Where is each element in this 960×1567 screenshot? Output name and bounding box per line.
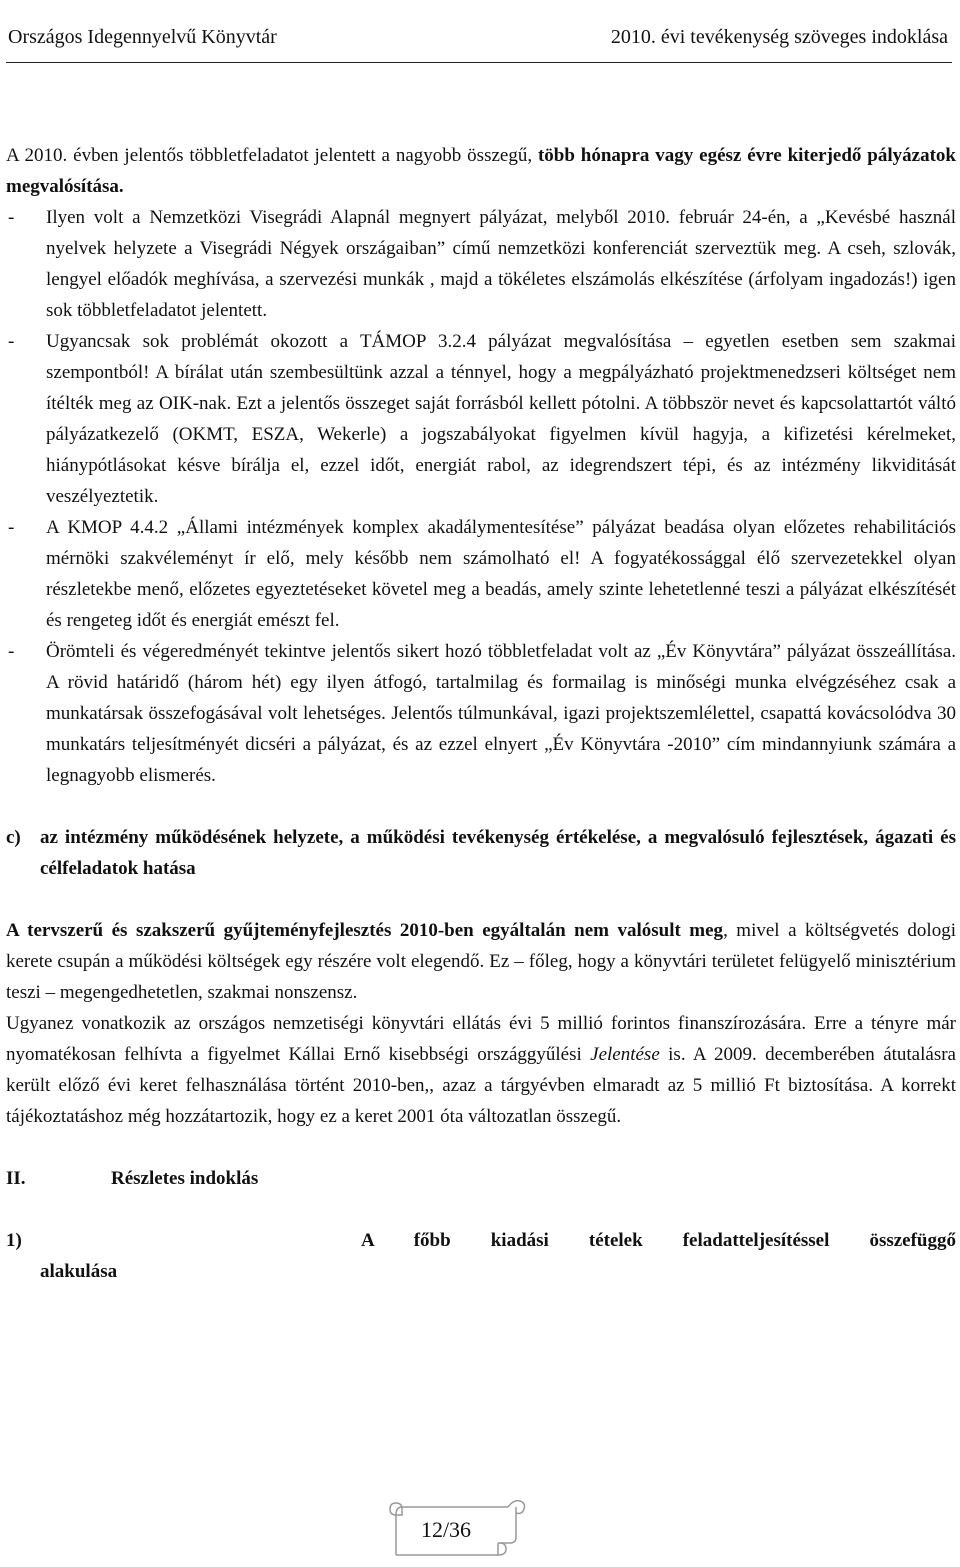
intro-paragraph — [6, 140, 956, 202]
section-1-number: 1) — [6, 1230, 22, 1251]
bullet-dash: - — [8, 331, 15, 352]
paragraph-collection-development — [6, 915, 956, 1008]
paragraph-text: , mivel a költségvetés dologi kerete csupán a működési költségek egy részére volt elegendő. Ez – főleg, hogy a könyvtári területet felügyelő minisztérium teszi – megengedhetetlen, szakmai nonszensz. — [6, 920, 956, 1003]
section-c-heading — [6, 822, 956, 884]
section-c-title: az intézmény működésének helyzete, a működési tevékenység értékelése, a megvalósuló fejlesztések, ágazati és célfeladatok hatása — [40, 827, 956, 879]
document-body — [6, 140, 956, 1287]
page-number: 12/36 — [420, 1517, 472, 1542]
list-item-text: Ugyancsak sok problémát okozott a TÁMOP 3.2.4 pályázat megvalósítása – egyetlen esetben sem szakmai szempontból! A bírálat után szembesültünk azzal a ténnyel, hogy a megpályázható projektmenedzseri költséget nem ítélték meg az OIK-nak. Ezt a jelentős összeget saját forrásból kellett pótolni. A többször nevet és kapcsolattartót váltó pályázatkezelő (OKMT, ESZA, Wekerle) a jogszabályokat figyelmen kívül hagyja, a kifizetési kérelmeket, hiánypótlásokat késve bírálja el, ezzel időt, energiát rabol, az idegrendszert tépi, és az intézmény likviditását veszélyeztetik. — [46, 331, 956, 507]
section-c-number: c) — [6, 827, 21, 848]
page-footer — [388, 1497, 528, 1559]
section-ii-number: II. — [6, 1168, 26, 1189]
header-document-title: 2010. évi tevékenység szöveges indoklása — [610, 26, 948, 48]
paragraph-italic: Jelentése — [590, 1044, 660, 1065]
bullet-dash: - — [8, 517, 15, 538]
section-ii-heading — [6, 1163, 956, 1194]
bullet-dash: - — [8, 207, 15, 228]
intro-bold-text: több hónapra vagy egész évre kiterjedő pályázatok megvalósítása. — [6, 145, 956, 197]
paragraph-text-after: is. A 2009. decemberében átutalásra került előző évi keret felhasználása történt 2010-ben,, azaz a tárgyévben elmaradt az 5 millió Ft biztosítása. A korrekt tájékoztatáshoz még hozzátartozik, hogy ez a keret 2001 óta változatlan összegű. — [6, 1044, 956, 1127]
header-rule — [6, 62, 952, 63]
list-item-text: A KMOP 4.4.2 „Állami intézmények komplex akadálymentesítése” pályázat beadása olyan előzetes rehabilitációs mérnöki szakvéleményt ír elő, mely később nem számolható el! A fogyatékossággal élő szervezetekkel olyan részletekbe menő, előzetes egyeztetéseket követel meg a beadás, amely szinte lehetetlenné teszi a pályázat elkészítését és rengeteg időt és energiát emészt fel. — [46, 517, 956, 631]
section-1-heading — [6, 1225, 956, 1287]
paragraph-bold-lead: A tervszerű és szakszerű gyűjteményfejlesztés 2010-ben egyáltalán nem valósult meg — [6, 920, 724, 941]
list-item-text: Ilyen volt a Nemzetközi Visegrádi Alapnál megnyert pályázat, melyből 2010. február 24-én, a „Kevésbé használ nyelvek helyzete a Visegrádi Négyek országaiban” című nemzetközi konferenciát szerveztük meg. A cseh, szlovák, lengyel előadók meghívása, a szervezési munkák , majd a tökéletes elszámolás elkészítése (árfolyam ingadozás!) igen sok többletfeladatot jelentett. — [46, 207, 956, 321]
section-1-title-line2: alakulása — [40, 1261, 118, 1282]
section-1-title-line1: A főbb kiadási tételek feladatteljesítéssel összefüggő — [361, 1230, 956, 1251]
list-item — [6, 636, 956, 791]
list-item — [6, 326, 956, 512]
header-institution: Országos Idegennyelvű Könyvtár — [8, 26, 277, 48]
list-item-text: Örömteli és végeredményét tekintve jelentős sikert hozó többletfeladat volt az „Év Könyvtára” pályázat összeállítása. A rövid határidő (három hét) egy ilyen átfogó, tartalmilag és formailag is minőségi munka elvégzéséhez csak a munkatársak összefogásával volt lehetséges. Jelentős túlmunkával, igazi projektszemlélettel, csapattá kovácsolódva 30 munkatárs teljesítményét dicséri a pályázat, és az ezzel elnyert „Év Könyvtára -2010” cím mindannyiunk számára a legnagyobb elismerés. — [46, 641, 956, 786]
section-ii-title: Részletes indoklás — [111, 1168, 259, 1189]
intro-text: A 2010. évben jelentős többletfeladatot jelentett a nagyobb összegű, — [6, 145, 538, 166]
list-item — [6, 512, 956, 636]
bullet-dash: - — [8, 641, 15, 662]
paragraph-minority-funding — [6, 1008, 956, 1132]
page-header — [8, 26, 948, 56]
list-item — [6, 202, 956, 326]
paragraph-text-before: Ugyanez vonatkozik az országos nemzetiségi könyvtári ellátás évi 5 millió forintos finanszírozására. Erre a tényre már nyomatékosan felhívta a figyelmet Kállai Ernő kisebbségi országgyűlési — [6, 1013, 956, 1065]
